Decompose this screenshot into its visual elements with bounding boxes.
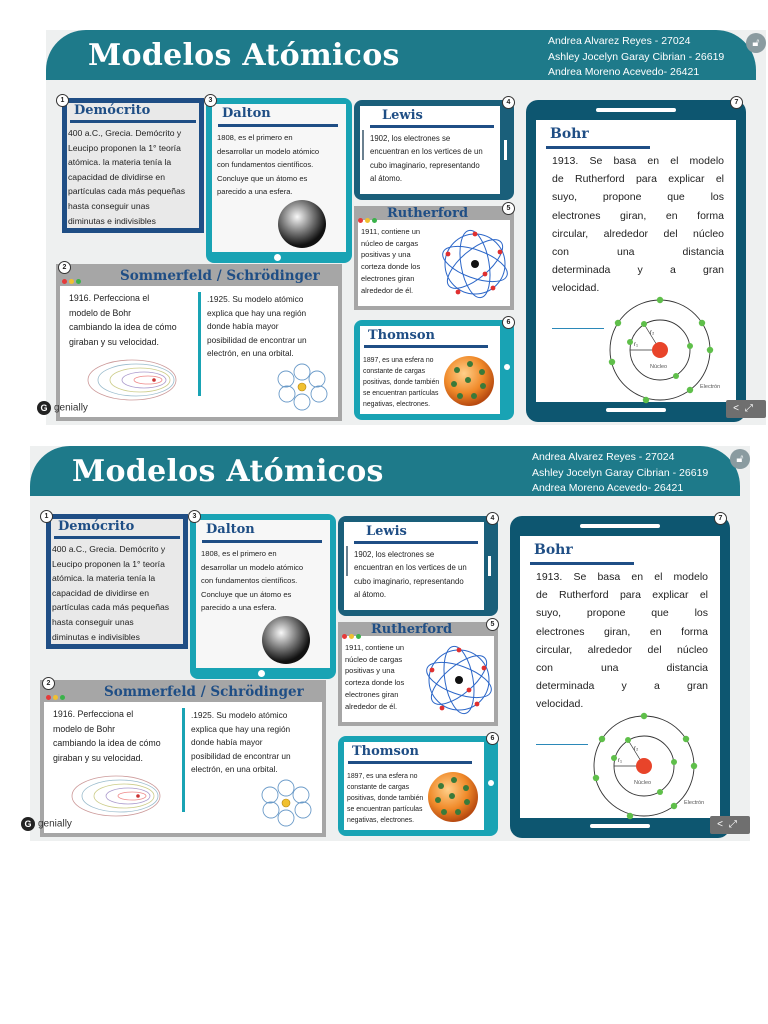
- card-dalton[interactable]: [206, 98, 352, 263]
- sommerfeld-orbits-image: [68, 772, 164, 820]
- rutherford-atom-image: [422, 640, 496, 720]
- bohr-text: 1913. Se basa en el modelo de Rutherford para explicar el suyo, propone que los electrones giran, en forma circular, alrededor del núcleo con una distancia determinada y a gran velocidad.: [552, 155, 724, 295]
- sommerfeld-title: Sommerfeld / Schrödinger: [120, 268, 320, 284]
- thomson-text: 1897, es una esfera no constante de cargas positivas, donde también se encuentran partículas negativas, electrones.: [347, 773, 424, 824]
- sommerfeld-left-text: 1916. Perfecciona el modelo de Bohr cambiando la idea de cómo giraban y su velocidad.: [69, 293, 177, 347]
- bohr-title: Bohr: [550, 126, 589, 142]
- genially-logo-icon: G: [37, 401, 51, 415]
- svg-text:r₁: r₁: [618, 758, 623, 764]
- card-democrito[interactable]: [62, 98, 204, 233]
- card-thomson[interactable]: [338, 736, 498, 836]
- thomson-title: Thomson: [352, 744, 419, 759]
- authors-list: [532, 450, 708, 497]
- rutherford-text: 1911, contiene un núcleo de cargas positivas y una corteza donde los electrones giran alrededor de él.: [361, 227, 421, 295]
- authors-list: [548, 34, 724, 81]
- bohr-atom-diagram: [604, 296, 724, 404]
- author-3: Andrea Moreno Acevedo- 26421: [532, 482, 684, 494]
- share-icon[interactable]: <: [733, 403, 745, 414]
- card-rutherford[interactable]: [354, 206, 514, 310]
- rutherford-atom-image: [438, 224, 512, 304]
- genially-label: genially: [38, 818, 72, 830]
- fullscreen-icon[interactable]: ⤢: [728, 819, 743, 830]
- dalton-title: Dalton: [206, 522, 255, 537]
- dalton-text: 1808, es el primero en desarrollar un modelo atómico con fundamentos científicos. Concluye que un átomo es parecido a una esfera.: [201, 549, 304, 612]
- democrito-text: 400 a.C., Grecia. Demócrito y Leucipo proponen la 1° teoría atómica. la materia tenía la capacidad de dividirse en partículas cada más pequeñas hasta conseguir unas diminutas e indivisibles: [68, 128, 186, 226]
- svg-text:r₁: r₁: [634, 342, 639, 348]
- bohr-text: 1913. Se basa en el modelo de Rutherford para explicar el suyo, propone que los electrones giran, en forma circular, alrededor del núcleo con una distancia determinada y a gran velocidad.: [536, 571, 708, 711]
- number-badge-1: 1: [56, 94, 69, 107]
- svg-text:Núcleo: Núcleo: [650, 364, 668, 370]
- democrito-text: 400 a.C., Grecia. Demócrito y Leucipo proponen la 1° teoría atómica. la materia tenía la capacidad de dividirse en partículas cada más pequeñas hasta conseguir unas diminutas e indivisibles: [52, 544, 170, 642]
- author-2: Ashley Jocelyn Garay Cibrian - 26619: [532, 466, 709, 479]
- thomson-plum-pudding-image: [442, 354, 496, 408]
- card-sommerfeld-schrodinger[interactable]: [40, 680, 326, 837]
- card-lewis[interactable]: [338, 516, 498, 616]
- bohr-atom-diagram: [588, 712, 708, 820]
- lock-icon[interactable]: 🔓︎: [730, 449, 750, 469]
- thomson-text: 1897, es una esfera no constante de cargas positivas, donde también se encuentran partículas negativas, electrones.: [363, 357, 440, 408]
- card-rutherford[interactable]: [338, 622, 498, 726]
- sommerfeld-left-text: 1916. Perfecciona el modelo de Bohr cambiando la idea de cómo giraban y su velocidad.: [53, 709, 161, 763]
- number-badge-7: 7: [714, 512, 727, 525]
- author-1: Andrea Alvarez Reyes - 27024: [532, 451, 675, 463]
- democrito-title: Demócrito: [74, 103, 151, 118]
- slide-preview-2[interactable]: [24, 446, 750, 841]
- sommerfeld-orbits-image: [84, 356, 180, 404]
- slide-canvas: [46, 30, 766, 425]
- card-bohr[interactable]: [510, 516, 730, 838]
- lewis-text: 1902, los electrones se encuentran en los vertices de un cubo imaginario, representando al átomo.: [354, 550, 467, 599]
- number-badge-2: 2: [58, 261, 71, 274]
- header-bar: [30, 446, 740, 496]
- schrodinger-orbital-image: [274, 362, 330, 412]
- share-fullscreen-controls[interactable]: [726, 400, 766, 418]
- svg-text:r₂: r₂: [650, 330, 655, 336]
- svg-text:r₂: r₂: [634, 746, 639, 752]
- schrodinger-orbital-image: [258, 778, 314, 828]
- number-badge-3: 3: [188, 510, 201, 523]
- fullscreen-icon[interactable]: ⤢: [744, 403, 759, 414]
- card-dalton[interactable]: [190, 514, 336, 679]
- lewis-title: Lewis: [382, 108, 423, 123]
- author-1: Andrea Alvarez Reyes - 27024: [548, 35, 691, 47]
- lewis-title: Lewis: [366, 524, 407, 539]
- number-badge-6: 6: [486, 732, 499, 745]
- genially-logo-icon: G: [21, 817, 35, 831]
- number-badge-5: 5: [502, 202, 515, 215]
- card-democrito[interactable]: [46, 514, 188, 649]
- genially-brand[interactable]: [21, 817, 72, 831]
- dalton-title: Dalton: [222, 106, 271, 121]
- number-badge-3: 3: [204, 94, 217, 107]
- lock-icon[interactable]: 🔓︎: [746, 33, 766, 53]
- lewis-text: 1902, los electrones se encuentran en los vertices de un cubo imaginario, representando al átomo.: [370, 134, 483, 183]
- genially-brand[interactable]: [37, 401, 88, 415]
- share-fullscreen-controls[interactable]: [710, 816, 750, 834]
- page-title: Modelos Atómicos: [88, 38, 400, 73]
- card-thomson[interactable]: [354, 320, 514, 420]
- page-title: Modelos Atómicos: [72, 454, 384, 489]
- svg-text:Electrón: Electrón: [700, 384, 721, 390]
- card-bohr[interactable]: [526, 100, 746, 422]
- democrito-title: Demócrito: [58, 519, 135, 534]
- rutherford-text: 1911, contiene un núcleo de cargas positivas y una corteza donde los electrones giran alrededor de él.: [345, 643, 405, 711]
- number-badge-4: 4: [486, 512, 499, 525]
- slide-preview-1[interactable]: [40, 30, 766, 425]
- genially-label: genially: [54, 402, 88, 414]
- svg-text:Núcleo: Núcleo: [634, 780, 652, 786]
- card-sommerfeld-schrodinger[interactable]: [56, 264, 342, 421]
- bohr-title: Bohr: [534, 542, 573, 558]
- number-badge-1: 1: [40, 510, 53, 523]
- number-badge-4: 4: [502, 96, 515, 109]
- dalton-text: 1808, es el primero en desarrollar un modelo atómico con fundamentos científicos. Concluye que un átomo es parecido a una esfera.: [217, 133, 320, 196]
- author-2: Ashley Jocelyn Garay Cibrian - 26619: [548, 50, 725, 63]
- header-bar: [46, 30, 756, 80]
- card-lewis[interactable]: [354, 100, 514, 200]
- rutherford-title: Rutherford: [387, 206, 469, 221]
- rutherford-title: Rutherford: [371, 622, 453, 637]
- schrodinger-right-text: .1925. Su modelo atómico explica que hay una región donde había mayor posibilidad de encontrar un electrón, en una orbital.: [191, 710, 291, 774]
- number-badge-7: 7: [730, 96, 743, 109]
- dalton-sphere-image: [276, 198, 328, 250]
- number-badge-6: 6: [502, 316, 515, 329]
- thomson-plum-pudding-image: [426, 770, 480, 824]
- sommerfeld-title: Sommerfeld / Schrödinger: [104, 684, 304, 700]
- author-3: Andrea Moreno Acevedo- 26421: [548, 66, 700, 78]
- number-badge-2: 2: [42, 677, 55, 690]
- svg-text:Electrón: Electrón: [684, 800, 705, 806]
- thomson-title: Thomson: [368, 328, 435, 343]
- slide-canvas: [30, 446, 750, 841]
- share-icon[interactable]: <: [717, 819, 729, 830]
- schrodinger-right-text: .1925. Su modelo atómico explica que hay una región donde había mayor posibilidad de encontrar un electrón, en una orbital.: [207, 294, 307, 358]
- dalton-sphere-image: [260, 614, 312, 666]
- number-badge-5: 5: [486, 618, 499, 631]
